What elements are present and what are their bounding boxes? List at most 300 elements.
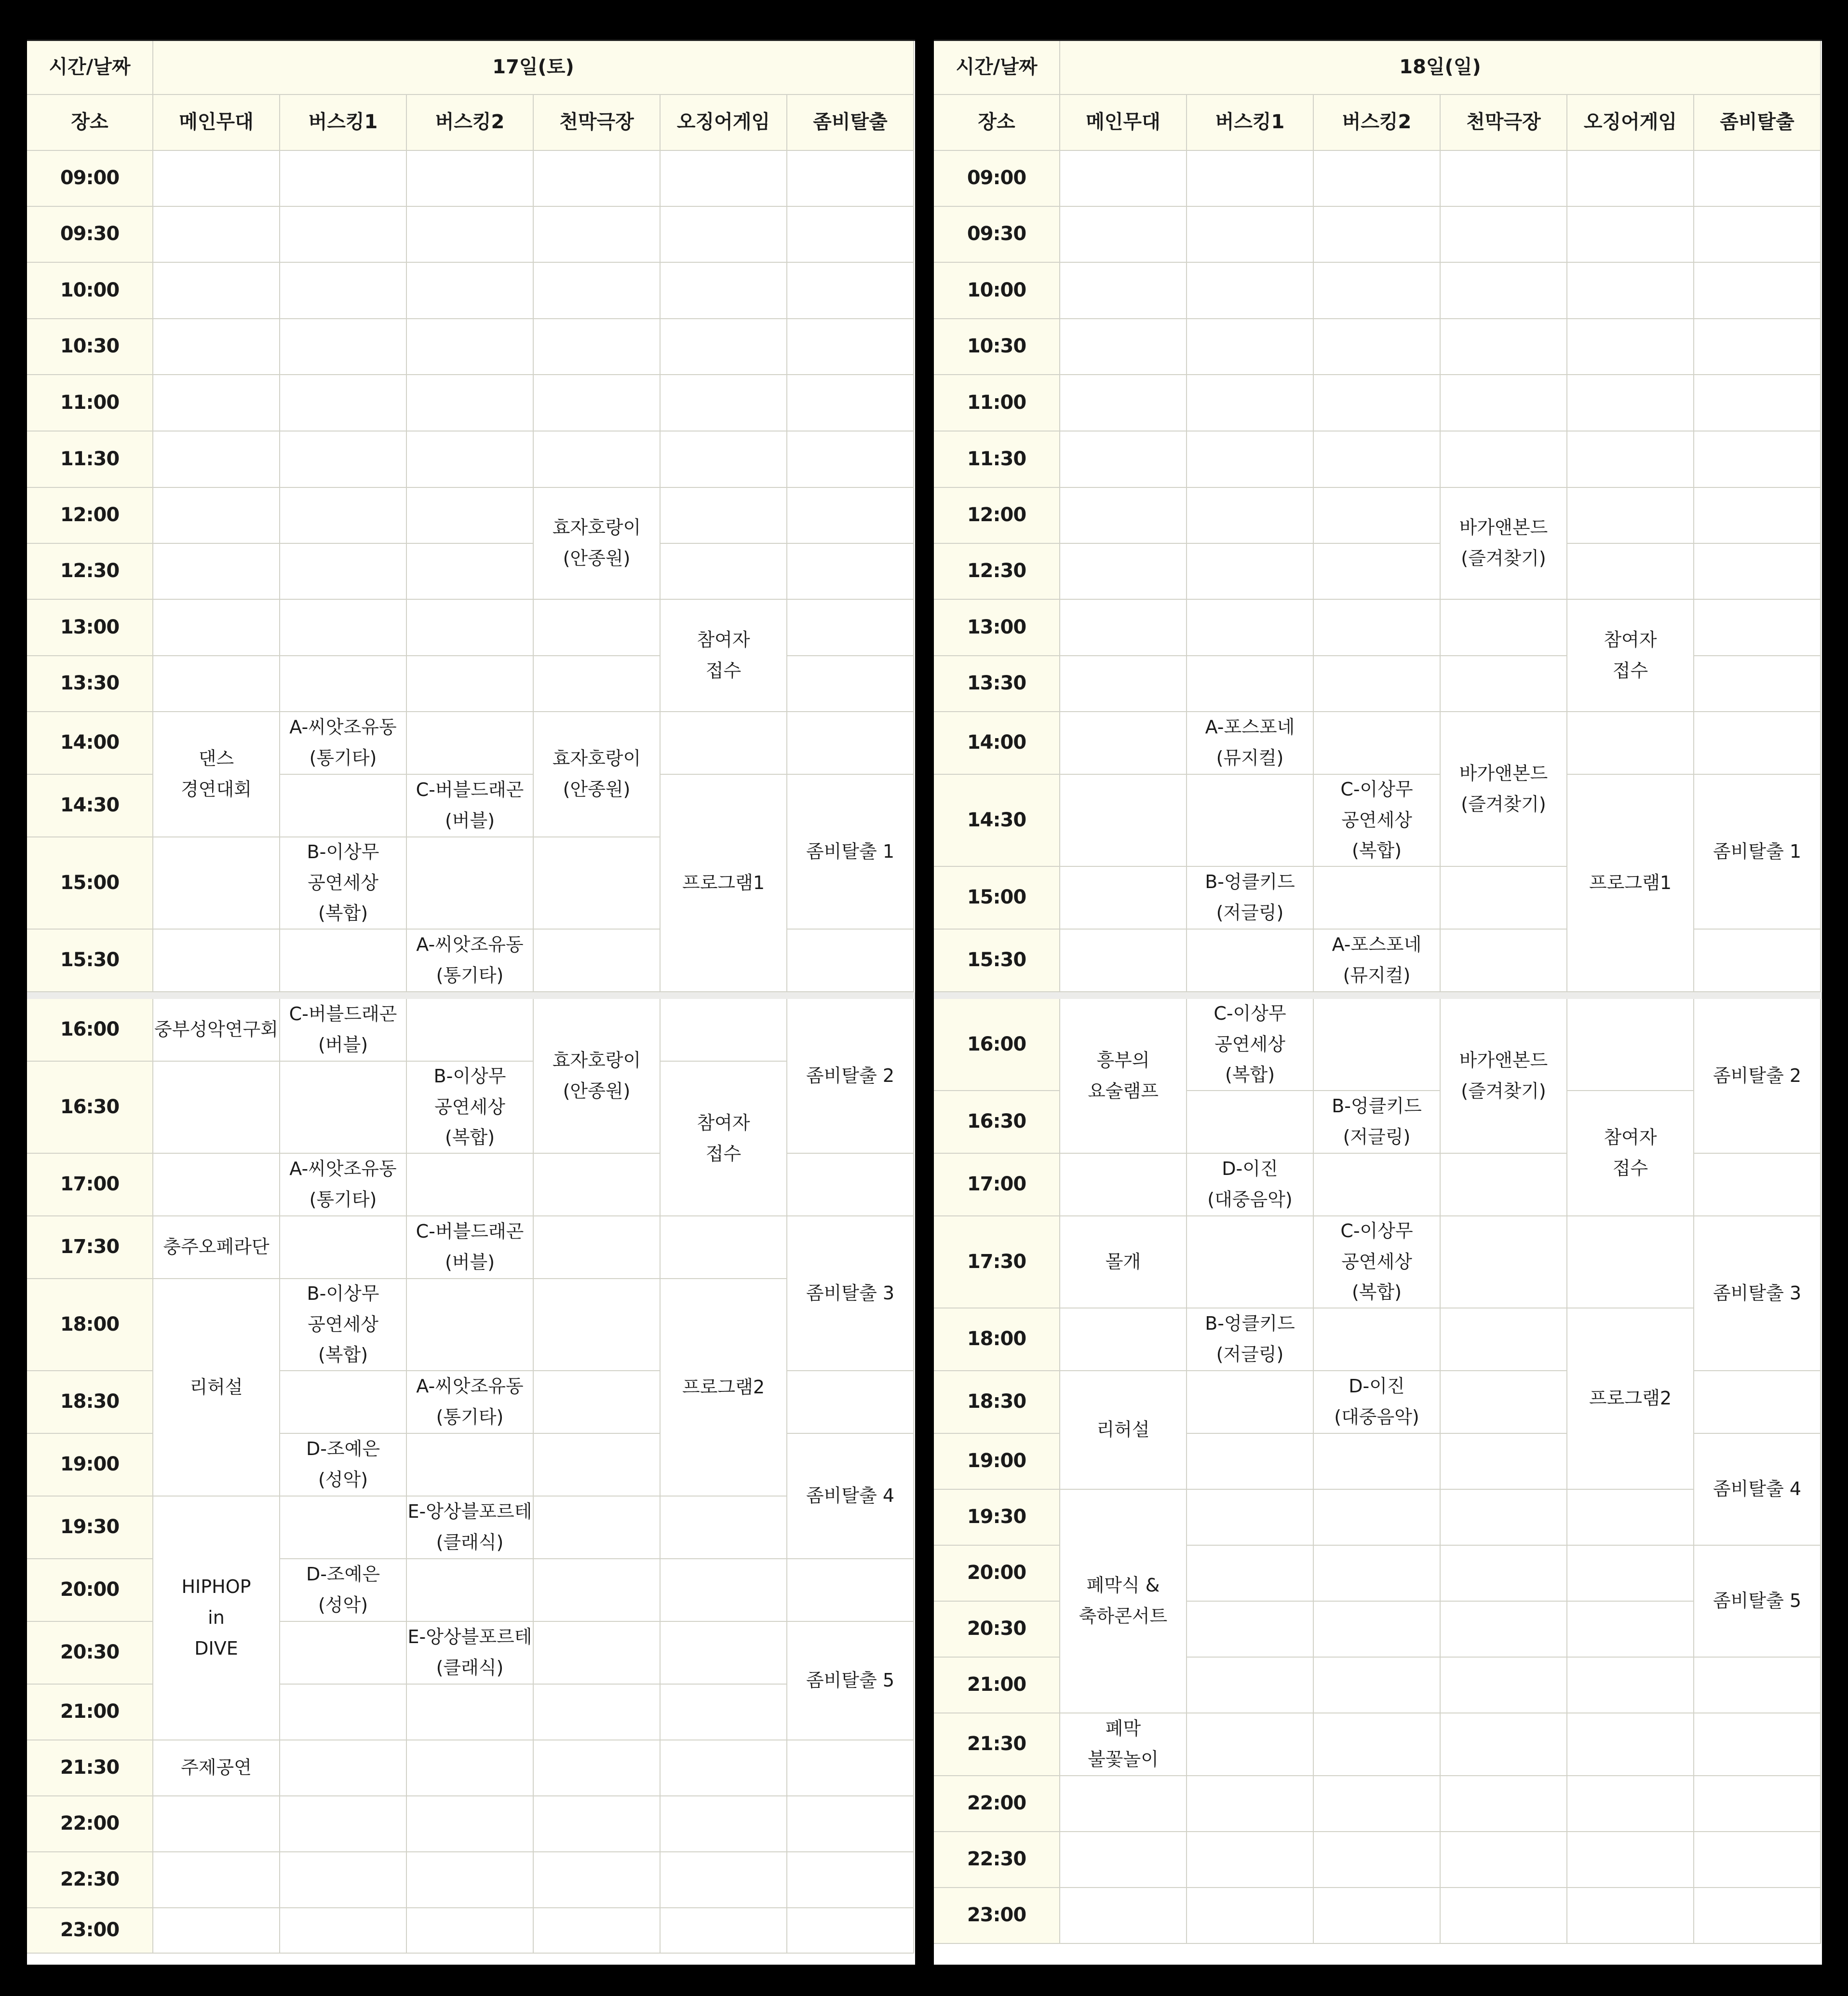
empty-slot xyxy=(1694,544,1821,600)
event-cell: 좀비탈출 1 xyxy=(1694,775,1821,930)
event-cell: A-씨앗조유동 (통기타) xyxy=(407,1371,534,1434)
event-cell: 프로그램1 xyxy=(661,775,787,992)
empty-slot xyxy=(1441,1154,1567,1216)
empty-slot xyxy=(1567,1602,1694,1658)
event-cell: 바가앤본드 (즐겨찾기) xyxy=(1441,488,1567,600)
time-slot: 14:30 xyxy=(934,775,1060,867)
empty-slot xyxy=(280,1371,407,1434)
event-cell: 리허설 xyxy=(1060,1371,1187,1490)
schedule-saturday xyxy=(27,40,915,1965)
empty-slot xyxy=(280,1685,407,1740)
event-cell: D-이진 (대중음악) xyxy=(1187,1154,1314,1216)
venue-column-header: 오징어게임 xyxy=(1567,95,1694,151)
empty-slot xyxy=(1694,1776,1821,1832)
empty-slot xyxy=(1441,1602,1567,1658)
empty-slot xyxy=(1441,432,1567,488)
empty-slot xyxy=(1567,207,1694,263)
empty-slot xyxy=(1441,867,1567,930)
time-slot: 23:00 xyxy=(934,1888,1060,1944)
event-cell: 몰개 xyxy=(1060,1216,1187,1308)
empty-slot xyxy=(534,1622,661,1685)
venue-column-header: 메인무대 xyxy=(1060,95,1187,151)
empty-slot xyxy=(1187,1776,1314,1832)
empty-slot xyxy=(280,488,407,544)
event-cell: 참여자 접수 xyxy=(1567,600,1694,712)
empty-slot xyxy=(1314,1490,1441,1546)
empty-slot xyxy=(407,656,534,712)
empty-slot xyxy=(407,600,534,656)
empty-slot xyxy=(280,775,407,837)
time-slot: 16:00 xyxy=(934,999,1060,1091)
empty-slot xyxy=(1441,263,1567,319)
event-cell: B-이상무 공연세상 (복합) xyxy=(280,837,407,930)
empty-slot xyxy=(1694,656,1821,712)
empty-slot xyxy=(1314,867,1441,930)
empty-slot xyxy=(153,1796,280,1852)
empty-slot xyxy=(534,319,661,375)
event-cell: A-포스포네 (뮤지컬) xyxy=(1314,930,1441,992)
venue-column-header: 천막극장 xyxy=(1441,95,1567,151)
venue-column-header: 천막극장 xyxy=(534,95,661,151)
empty-slot xyxy=(1314,375,1441,432)
empty-slot xyxy=(787,375,914,432)
empty-slot xyxy=(1187,1888,1314,1944)
empty-slot xyxy=(280,544,407,600)
empty-slot xyxy=(1567,1658,1694,1713)
empty-slot xyxy=(280,432,407,488)
empty-slot xyxy=(1694,1888,1821,1944)
empty-slot xyxy=(280,1216,407,1279)
empty-slot xyxy=(534,930,661,992)
empty-slot xyxy=(1441,1434,1567,1490)
empty-slot xyxy=(1441,1888,1567,1944)
venue-column-header: 버스킹1 xyxy=(280,95,407,151)
empty-slot xyxy=(1187,656,1314,712)
empty-slot xyxy=(1567,712,1694,775)
empty-slot xyxy=(661,319,787,375)
event-cell: 주제공연 xyxy=(153,1740,280,1796)
event-cell: 좀비탈출 3 xyxy=(1694,1216,1821,1371)
empty-slot xyxy=(534,1279,661,1371)
empty-slot xyxy=(1187,1602,1314,1658)
empty-slot xyxy=(280,263,407,319)
empty-slot xyxy=(1567,488,1694,544)
empty-slot xyxy=(1694,488,1821,544)
empty-slot xyxy=(407,151,534,207)
time-slot: 21:00 xyxy=(27,1685,153,1740)
empty-slot xyxy=(1441,1490,1567,1546)
empty-slot xyxy=(787,319,914,375)
empty-slot xyxy=(1060,1888,1187,1944)
empty-slot xyxy=(1567,1713,1694,1776)
event-cell: 효자호랑이 (안종원) xyxy=(534,999,661,1154)
time-slot: 19:00 xyxy=(27,1434,153,1497)
empty-slot xyxy=(787,1908,914,1954)
empty-slot xyxy=(280,1497,407,1559)
event-cell: 좀비탈출 3 xyxy=(787,1216,914,1371)
empty-slot xyxy=(1187,375,1314,432)
empty-slot xyxy=(280,1796,407,1852)
empty-slot xyxy=(534,1685,661,1740)
empty-slot xyxy=(407,1559,534,1622)
time-slot: 10:30 xyxy=(934,319,1060,375)
empty-slot xyxy=(787,1559,914,1622)
empty-slot xyxy=(534,151,661,207)
empty-slot xyxy=(1567,1216,1694,1308)
empty-slot xyxy=(1060,1832,1187,1888)
empty-slot xyxy=(661,1622,787,1685)
empty-slot xyxy=(1567,319,1694,375)
event-cell: 효자호랑이 (안종원) xyxy=(534,488,661,600)
venue-column-header: 좀비탈출 xyxy=(1694,95,1821,151)
empty-slot xyxy=(787,1796,914,1852)
empty-slot xyxy=(1441,1832,1567,1888)
time-slot: 14:30 xyxy=(27,775,153,837)
time-slot: 22:30 xyxy=(934,1832,1060,1888)
empty-slot xyxy=(787,151,914,207)
empty-slot xyxy=(1694,207,1821,263)
event-cell: 프로그램2 xyxy=(1567,1308,1694,1490)
empty-slot xyxy=(280,1908,407,1954)
empty-slot xyxy=(407,1740,534,1796)
event-cell: 프로그램1 xyxy=(1567,775,1694,992)
empty-slot xyxy=(153,544,280,600)
empty-slot xyxy=(534,1497,661,1559)
empty-slot xyxy=(1060,1776,1187,1832)
empty-slot xyxy=(787,432,914,488)
empty-slot xyxy=(1314,1602,1441,1658)
empty-slot xyxy=(1060,151,1187,207)
empty-slot xyxy=(280,1062,407,1154)
empty-slot xyxy=(1187,1434,1314,1490)
time-slot: 13:30 xyxy=(27,656,153,712)
empty-slot xyxy=(1567,151,1694,207)
event-cell: A-씨앗조유동 (통기타) xyxy=(280,712,407,775)
empty-slot xyxy=(1314,432,1441,488)
event-cell: 리허설 xyxy=(153,1279,280,1497)
empty-slot xyxy=(661,1908,787,1954)
empty-slot xyxy=(1187,319,1314,375)
event-cell: A-씨앗조유동 (통기타) xyxy=(280,1154,407,1216)
empty-slot xyxy=(1060,263,1187,319)
empty-slot xyxy=(280,375,407,432)
empty-slot xyxy=(407,432,534,488)
empty-slot xyxy=(1694,1658,1821,1713)
empty-slot xyxy=(407,1434,534,1497)
empty-slot xyxy=(1314,1776,1441,1832)
empty-slot xyxy=(661,1852,787,1908)
time-slot: 12:30 xyxy=(934,544,1060,600)
empty-slot xyxy=(1441,1776,1567,1832)
time-slot: 21:00 xyxy=(934,1658,1060,1713)
empty-slot xyxy=(1694,712,1821,775)
time-slot: 15:30 xyxy=(934,930,1060,992)
empty-slot xyxy=(787,1852,914,1908)
empty-slot xyxy=(407,488,534,544)
empty-slot xyxy=(407,1908,534,1954)
empty-slot xyxy=(280,319,407,375)
event-cell: 좀비탈출 5 xyxy=(787,1622,914,1740)
empty-slot xyxy=(1314,151,1441,207)
time-slot: 20:30 xyxy=(934,1602,1060,1658)
empty-slot xyxy=(1060,544,1187,600)
empty-slot xyxy=(1567,1888,1694,1944)
time-slot: 14:00 xyxy=(27,712,153,775)
event-cell: 참여자 접수 xyxy=(1567,1091,1694,1216)
empty-slot xyxy=(1567,263,1694,319)
time-slot: 21:30 xyxy=(934,1713,1060,1776)
empty-slot xyxy=(1187,1216,1314,1308)
empty-slot xyxy=(407,207,534,263)
empty-slot xyxy=(1567,1546,1694,1602)
event-cell: E-앙상블포르테 (클래식) xyxy=(407,1622,534,1685)
empty-slot xyxy=(1694,319,1821,375)
empty-slot xyxy=(787,1740,914,1796)
time-slot: 16:30 xyxy=(27,1062,153,1154)
time-slot: 13:00 xyxy=(27,600,153,656)
time-date-header: 시간/날짜 xyxy=(934,41,1060,95)
time-slot: 14:00 xyxy=(934,712,1060,775)
empty-slot xyxy=(1314,712,1441,775)
empty-slot xyxy=(1441,1658,1567,1713)
event-cell: 효자호랑이 (안종원) xyxy=(534,712,661,837)
event-cell: 좀비탈출 4 xyxy=(787,1434,914,1559)
event-cell: C-버블드래곤 (버블) xyxy=(407,1216,534,1279)
empty-slot xyxy=(407,837,534,930)
empty-slot xyxy=(787,488,914,544)
empty-slot xyxy=(534,1559,661,1622)
time-slot: 09:00 xyxy=(934,151,1060,207)
empty-slot xyxy=(534,1371,661,1434)
empty-slot xyxy=(280,151,407,207)
time-slot: 16:00 xyxy=(27,999,153,1062)
empty-slot xyxy=(1694,151,1821,207)
empty-slot xyxy=(1187,488,1314,544)
empty-slot xyxy=(534,1154,661,1216)
empty-slot xyxy=(1441,656,1567,712)
empty-slot xyxy=(661,488,787,544)
empty-slot xyxy=(1314,263,1441,319)
empty-slot xyxy=(787,656,914,712)
empty-slot xyxy=(534,1852,661,1908)
empty-slot xyxy=(153,432,280,488)
empty-slot xyxy=(407,999,534,1062)
empty-slot xyxy=(661,1216,787,1279)
event-cell: 참여자 접수 xyxy=(661,1062,787,1216)
empty-slot xyxy=(1567,432,1694,488)
venue-header: 장소 xyxy=(934,95,1060,151)
empty-slot xyxy=(1187,432,1314,488)
time-slot: 19:30 xyxy=(934,1490,1060,1546)
venue-header: 장소 xyxy=(27,95,153,151)
event-cell: 댄스 경연대회 xyxy=(153,712,280,837)
empty-slot xyxy=(661,1796,787,1852)
time-slot: 23:00 xyxy=(27,1908,153,1954)
empty-slot xyxy=(1314,319,1441,375)
venue-column-header: 좀비탈출 xyxy=(787,95,914,151)
empty-slot xyxy=(407,1279,534,1371)
empty-slot xyxy=(1441,1713,1567,1776)
time-slot: 09:30 xyxy=(934,207,1060,263)
event-cell: B-엉클키드 (저글링) xyxy=(1314,1091,1441,1154)
time-slot: 09:00 xyxy=(27,151,153,207)
empty-slot xyxy=(661,1559,787,1622)
time-slot: 18:30 xyxy=(934,1371,1060,1434)
empty-slot xyxy=(280,930,407,992)
empty-slot xyxy=(787,600,914,656)
schedule-sunday xyxy=(934,40,1822,1965)
empty-slot xyxy=(280,600,407,656)
event-cell: B-엉클키드 (저글링) xyxy=(1187,1308,1314,1371)
empty-slot xyxy=(1314,1546,1441,1602)
empty-slot xyxy=(153,207,280,263)
empty-slot xyxy=(407,1852,534,1908)
empty-slot xyxy=(1187,600,1314,656)
empty-slot xyxy=(1694,263,1821,319)
empty-slot xyxy=(153,600,280,656)
empty-slot xyxy=(534,1796,661,1852)
empty-slot xyxy=(1314,1308,1441,1371)
empty-slot xyxy=(1060,488,1187,544)
event-cell: D-이진 (대중음악) xyxy=(1314,1371,1441,1434)
time-slot: 22:30 xyxy=(27,1852,153,1908)
time-date-header: 시간/날짜 xyxy=(27,41,153,95)
empty-slot xyxy=(661,432,787,488)
empty-slot xyxy=(153,656,280,712)
empty-slot xyxy=(1187,151,1314,207)
empty-slot xyxy=(1314,999,1441,1091)
empty-slot xyxy=(407,319,534,375)
day-title: 17일(토) xyxy=(153,41,914,95)
empty-slot xyxy=(407,1685,534,1740)
empty-slot xyxy=(787,1154,914,1216)
event-cell: C-버블드래곤 (버블) xyxy=(280,999,407,1062)
empty-slot xyxy=(1060,600,1187,656)
empty-slot xyxy=(407,1154,534,1216)
time-slot: 10:00 xyxy=(27,263,153,319)
empty-slot xyxy=(1060,1308,1187,1371)
event-cell: 흥부의 요술램프 xyxy=(1060,999,1187,1154)
empty-slot xyxy=(153,375,280,432)
empty-slot xyxy=(534,837,661,930)
event-cell: 충주오페라단 xyxy=(153,1216,280,1279)
empty-slot xyxy=(534,600,661,656)
time-slot: 10:30 xyxy=(27,319,153,375)
time-slot: 22:00 xyxy=(27,1796,153,1852)
empty-slot xyxy=(153,319,280,375)
event-cell: C-이상무 공연세상 (복합) xyxy=(1187,999,1314,1091)
empty-slot xyxy=(153,263,280,319)
empty-slot xyxy=(1314,544,1441,600)
day-title: 18일(일) xyxy=(1060,41,1821,95)
empty-slot xyxy=(1314,656,1441,712)
empty-slot xyxy=(534,1740,661,1796)
empty-slot xyxy=(407,263,534,319)
event-cell: A-포스포네 (뮤지컬) xyxy=(1187,712,1314,775)
empty-slot xyxy=(661,1685,787,1740)
empty-slot xyxy=(1694,432,1821,488)
event-cell: HIPHOP in DIVE xyxy=(153,1497,280,1740)
empty-slot xyxy=(1060,432,1187,488)
empty-slot xyxy=(153,1062,280,1154)
event-cell: B-이상무 공연세상 (복합) xyxy=(280,1279,407,1371)
empty-slot xyxy=(1187,544,1314,600)
empty-slot xyxy=(1441,207,1567,263)
time-slot: 17:30 xyxy=(934,1216,1060,1308)
time-slot: 17:00 xyxy=(27,1154,153,1216)
empty-slot xyxy=(661,207,787,263)
empty-slot xyxy=(153,151,280,207)
empty-slot xyxy=(1694,375,1821,432)
time-slot: 17:00 xyxy=(934,1154,1060,1216)
empty-slot xyxy=(534,1216,661,1279)
empty-slot xyxy=(1060,775,1187,867)
time-slot: 20:00 xyxy=(934,1546,1060,1602)
empty-slot xyxy=(1314,1832,1441,1888)
time-slot: 11:30 xyxy=(27,432,153,488)
empty-slot xyxy=(1567,544,1694,600)
empty-slot xyxy=(1187,1713,1314,1776)
empty-slot xyxy=(280,1622,407,1685)
empty-slot xyxy=(153,1154,280,1216)
event-cell: C-이상무 공연세상 (복합) xyxy=(1314,775,1441,867)
empty-slot xyxy=(153,930,280,992)
time-slot: 12:30 xyxy=(27,544,153,600)
empty-slot xyxy=(1694,1713,1821,1776)
empty-slot xyxy=(534,1434,661,1497)
event-cell: B-엉클키드 (저글링) xyxy=(1187,867,1314,930)
empty-slot xyxy=(1187,1490,1314,1546)
empty-slot xyxy=(280,207,407,263)
event-cell: 폐막식 & 축하콘서트 xyxy=(1060,1490,1187,1713)
time-slot: 22:00 xyxy=(934,1776,1060,1832)
event-cell: D-조예은 (성악) xyxy=(280,1559,407,1622)
venue-column-header: 오징어게임 xyxy=(661,95,787,151)
empty-slot xyxy=(1187,1371,1314,1434)
event-cell: B-이상무 공연세상 (복합) xyxy=(407,1062,534,1154)
empty-slot xyxy=(1314,1154,1441,1216)
event-cell: 바가앤본드 (즐겨찾기) xyxy=(1441,999,1567,1154)
event-cell: 참여자 접수 xyxy=(661,600,787,712)
empty-slot xyxy=(1441,1308,1567,1371)
empty-slot xyxy=(1441,1371,1567,1434)
time-slot: 15:00 xyxy=(27,837,153,930)
empty-slot xyxy=(1060,1154,1187,1216)
empty-slot xyxy=(661,151,787,207)
venue-column-header: 메인무대 xyxy=(153,95,280,151)
empty-slot xyxy=(1567,1490,1694,1546)
event-cell: C-버블드래곤 (버블) xyxy=(407,775,534,837)
empty-slot xyxy=(534,207,661,263)
event-cell: 폐막 불꽃놀이 xyxy=(1060,1713,1187,1776)
empty-slot xyxy=(534,375,661,432)
event-cell: C-이상무 공연세상 (복합) xyxy=(1314,1216,1441,1308)
empty-slot xyxy=(1314,1434,1441,1490)
empty-slot xyxy=(1567,999,1694,1091)
empty-slot xyxy=(1694,1832,1821,1888)
empty-slot xyxy=(1187,1832,1314,1888)
empty-slot xyxy=(1187,1546,1314,1602)
empty-slot xyxy=(1567,1776,1694,1832)
empty-slot xyxy=(407,1796,534,1852)
empty-slot xyxy=(534,263,661,319)
time-slot: 12:00 xyxy=(27,488,153,544)
empty-slot xyxy=(280,656,407,712)
empty-slot xyxy=(1060,319,1187,375)
empty-slot xyxy=(1441,375,1567,432)
empty-slot xyxy=(1314,207,1441,263)
event-cell: 중부성악연구회 xyxy=(153,999,280,1062)
